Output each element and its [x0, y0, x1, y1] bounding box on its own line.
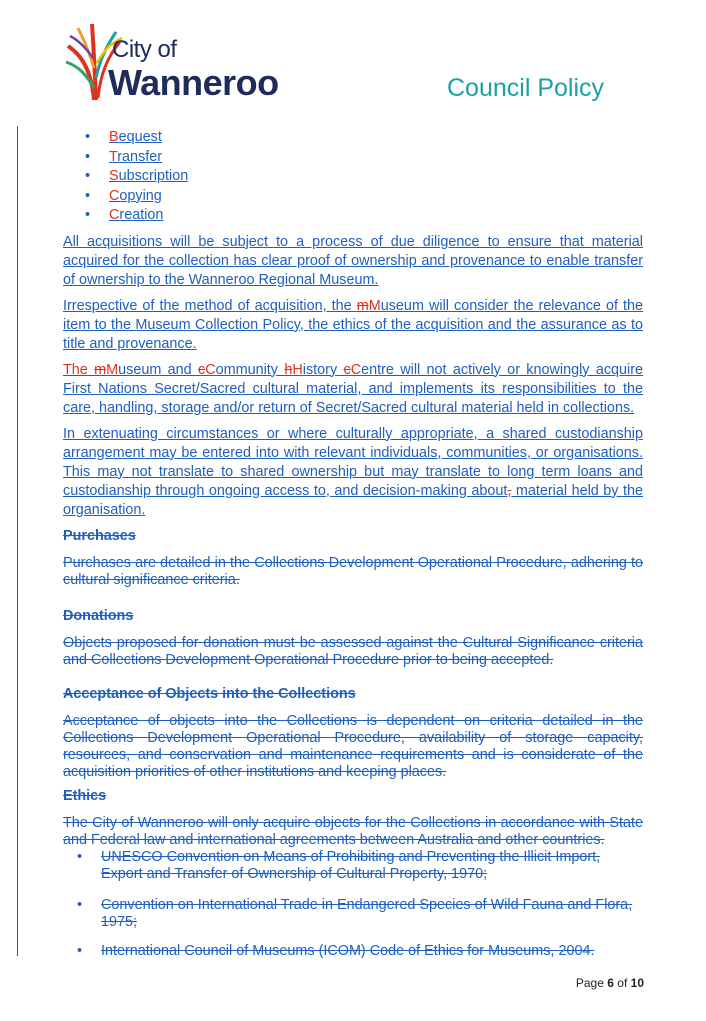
ethics-heading: Ethics — [63, 787, 107, 804]
document-body — [63, 128, 643, 960]
list-item: • International Council of Museums (ICOM) Code of Ethics for Museums, 2004. — [77, 943, 643, 960]
change-bar — [17, 126, 18, 956]
purchases-text: Purchases are detailed in the Collections Development Operational Procedure, adhering to cultural significance criteria. — [63, 554, 643, 588]
list-item: • Transfer — [85, 148, 643, 168]
due-diligence-paragraph: All acquisitions will be subject to a process of due diligence to ensure that material acquired for the collection has clear proof of ownership and provenance to enable transfer of ownership to the Wanneroo Regional Museum. — [63, 233, 643, 288]
page-title: Council Policy — [447, 74, 605, 102]
list-item: • Bequest — [85, 128, 643, 148]
ethics-text: The City of Wanneroo will only acquire objects for the Collections in accordance with State and Federal law and international agreements between Australia and other countries. — [63, 814, 643, 848]
relevance-paragraph: Irrespective of the method of acquisition, the mMuseum will consider the relevance of the item to the Museum Collection Policy, the ethics of the acquisition and the assurance as to title and provenance. — [63, 297, 644, 352]
page-footer: Page 6 of 10 — [575, 976, 644, 990]
donations-heading: Donations — [63, 607, 134, 624]
acceptance-text: Acceptance of objects into the Collections is dependent on criteria detailed in the Collections Development Operational Procedure, availability of storage capacity, resources, and conservation and maintenance requirements and is considerate of the acquisition priorities of other institutions and keeping places. — [63, 712, 643, 780]
donations-text: Objects proposed for donation must be assessed against the Cultural Significance criteria and Collections Development Operational Procedure prior to being accepted. — [63, 634, 643, 668]
list-item: • Subscription — [85, 167, 643, 187]
logo-city-of: City of — [112, 36, 177, 63]
list-item: • UNESCO Convention on Means of Prohibiting and Preventing the Illicit Import, Export and Transfer of Ownership of Cultural Property, 1970; — [77, 849, 643, 883]
custodianship-paragraph: In extenuating circumstances or where culturally appropriate, a shared custodianship arrangement may be entered into with relevant individuals, communities, or organisations. This may not translate to shared ownership but may translate to long term loans and custodianship through ongoing access to, and decision-making about, material held by the organisation. — [63, 425, 643, 518]
ethics-list — [63, 849, 643, 960]
list-item: • Copying — [85, 187, 643, 207]
secret-sacred-paragraph: The mMuseum and cCommunity hHistory cCentre will not actively or knowingly acquire First Nations Secret/Sacred cultural material, and implements its responsibilities to the care, handling, storage and/or return of Secret/Sacred cultural material held in collections. — [63, 361, 644, 416]
purchases-heading: Purchases — [63, 527, 136, 544]
city-of-wanneroo-logo — [64, 18, 304, 108]
logo-wanneroo: Wanneroo — [108, 62, 279, 103]
acquisition-methods-list — [63, 128, 643, 226]
list-item: • Creation — [85, 206, 643, 226]
list-item: • Convention on International Trade in Endangered Species of Wild Fauna and Flora, 1975; — [77, 897, 643, 931]
acceptance-heading: Acceptance of Objects into the Collections — [63, 685, 356, 702]
